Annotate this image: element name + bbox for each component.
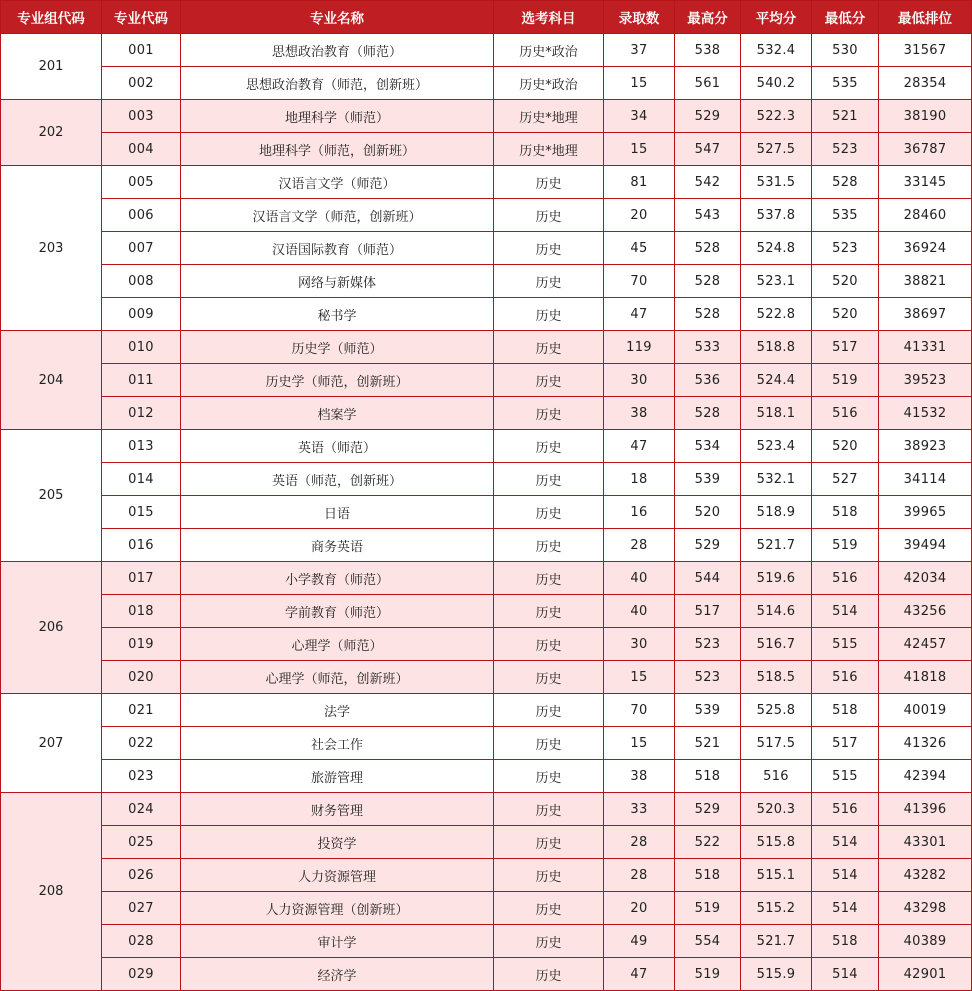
avg-score-cell: 515.8 [741, 826, 812, 859]
avg-score-cell: 518.8 [741, 331, 812, 364]
admitted-cell: 20 [604, 199, 675, 232]
table-row [1, 331, 972, 364]
table-row [1, 496, 972, 529]
min-score-cell: 514 [812, 892, 879, 925]
min-score-cell: 535 [812, 199, 879, 232]
subjects-cell: 历史 [494, 628, 604, 661]
max-score-cell: 542 [675, 166, 741, 199]
subjects-cell: 历史 [494, 430, 604, 463]
major-name-cell: 秘书学 [181, 298, 494, 331]
table-row [1, 562, 972, 595]
major-name-cell: 档案学 [181, 397, 494, 430]
group-code-cell: 207 [1, 694, 102, 793]
table-row [1, 265, 972, 298]
major-name-cell: 商务英语 [181, 529, 494, 562]
avg-score-cell: 515.1 [741, 859, 812, 892]
major-code-cell: 025 [102, 826, 181, 859]
avg-score-cell: 517.5 [741, 727, 812, 760]
max-score-cell: 519 [675, 892, 741, 925]
min-rank-cell: 28460 [879, 199, 972, 232]
table-row [1, 364, 972, 397]
major-name-cell: 人力资源管理（创新班） [181, 892, 494, 925]
min-rank-cell: 38923 [879, 430, 972, 463]
max-score-cell: 554 [675, 925, 741, 958]
group-code-cell: 205 [1, 430, 102, 562]
subjects-cell: 历史 [494, 562, 604, 595]
min-rank-cell: 42901 [879, 958, 972, 991]
major-code-cell: 012 [102, 397, 181, 430]
group-code-cell: 203 [1, 166, 102, 331]
avg-score-cell: 520.3 [741, 793, 812, 826]
major-code-cell: 018 [102, 595, 181, 628]
min-rank-cell: 40019 [879, 694, 972, 727]
major-name-cell: 心理学（师范，创新班） [181, 661, 494, 694]
max-score-cell: 543 [675, 199, 741, 232]
avg-score-cell: 521.7 [741, 925, 812, 958]
subjects-cell: 历史 [494, 826, 604, 859]
min-rank-cell: 39494 [879, 529, 972, 562]
subjects-cell: 历史 [494, 364, 604, 397]
major-code-cell: 024 [102, 793, 181, 826]
header-group-code: 专业组代码 [1, 1, 102, 34]
major-code-cell: 001 [102, 34, 181, 67]
min-score-cell: 519 [812, 529, 879, 562]
admitted-cell: 45 [604, 232, 675, 265]
major-name-cell: 汉语言文学（师范） [181, 166, 494, 199]
max-score-cell: 539 [675, 694, 741, 727]
admitted-cell: 16 [604, 496, 675, 529]
avg-score-cell: 540.2 [741, 67, 812, 100]
admitted-cell: 15 [604, 727, 675, 760]
major-code-cell: 006 [102, 199, 181, 232]
min-score-cell: 520 [812, 298, 879, 331]
avg-score-cell: 515.9 [741, 958, 812, 991]
major-name-cell: 学前教育（师范） [181, 595, 494, 628]
min-rank-cell: 42457 [879, 628, 972, 661]
table-row [1, 232, 972, 265]
major-name-cell: 历史学（师范，创新班） [181, 364, 494, 397]
max-score-cell: 518 [675, 859, 741, 892]
admitted-cell: 119 [604, 331, 675, 364]
avg-score-cell: 525.8 [741, 694, 812, 727]
min-rank-cell: 43298 [879, 892, 972, 925]
admitted-cell: 40 [604, 595, 675, 628]
major-code-cell: 015 [102, 496, 181, 529]
major-name-cell: 审计学 [181, 925, 494, 958]
admitted-cell: 28 [604, 826, 675, 859]
table-row [1, 100, 972, 133]
major-name-cell: 汉语国际教育（师范） [181, 232, 494, 265]
avg-score-cell: 522.8 [741, 298, 812, 331]
major-name-cell: 思想政治教育（师范） [181, 34, 494, 67]
avg-score-cell: 537.8 [741, 199, 812, 232]
max-score-cell: 529 [675, 100, 741, 133]
major-name-cell: 英语（师范，创新班） [181, 463, 494, 496]
table-row [1, 199, 972, 232]
min-rank-cell: 36924 [879, 232, 972, 265]
subjects-cell: 历史 [494, 760, 604, 793]
min-rank-cell: 43301 [879, 826, 972, 859]
min-rank-cell: 40389 [879, 925, 972, 958]
avg-score-cell: 524.8 [741, 232, 812, 265]
min-score-cell: 535 [812, 67, 879, 100]
min-score-cell: 516 [812, 661, 879, 694]
admitted-cell: 70 [604, 694, 675, 727]
header-max-score: 最高分 [675, 1, 741, 34]
min-score-cell: 521 [812, 100, 879, 133]
subjects-cell: 历史 [494, 166, 604, 199]
major-name-cell: 网络与新媒体 [181, 265, 494, 298]
subjects-cell: 历史*政治 [494, 67, 604, 100]
table-row [1, 463, 972, 496]
header-min-rank: 最低排位 [879, 1, 972, 34]
major-name-cell: 地理科学（师范） [181, 100, 494, 133]
min-rank-cell: 39523 [879, 364, 972, 397]
subjects-cell: 历史 [494, 859, 604, 892]
min-rank-cell: 38190 [879, 100, 972, 133]
major-code-cell: 029 [102, 958, 181, 991]
table-row [1, 925, 972, 958]
admitted-cell: 30 [604, 364, 675, 397]
group-code-cell: 201 [1, 34, 102, 100]
major-code-cell: 017 [102, 562, 181, 595]
admitted-cell: 70 [604, 265, 675, 298]
admitted-cell: 28 [604, 529, 675, 562]
admitted-cell: 47 [604, 298, 675, 331]
admitted-cell: 15 [604, 661, 675, 694]
major-code-cell: 009 [102, 298, 181, 331]
table-row [1, 529, 972, 562]
min-score-cell: 518 [812, 694, 879, 727]
major-name-cell: 法学 [181, 694, 494, 727]
table-row [1, 34, 972, 67]
major-code-cell: 013 [102, 430, 181, 463]
avg-score-cell: 521.7 [741, 529, 812, 562]
header-major-name: 专业名称 [181, 1, 494, 34]
table-row [1, 595, 972, 628]
admitted-cell: 49 [604, 925, 675, 958]
table-row [1, 628, 972, 661]
min-rank-cell: 28354 [879, 67, 972, 100]
max-score-cell: 539 [675, 463, 741, 496]
subjects-cell: 历史*政治 [494, 34, 604, 67]
max-score-cell: 534 [675, 430, 741, 463]
min-rank-cell: 43256 [879, 595, 972, 628]
max-score-cell: 528 [675, 232, 741, 265]
table-row [1, 661, 972, 694]
min-score-cell: 523 [812, 232, 879, 265]
avg-score-cell: 522.3 [741, 100, 812, 133]
min-rank-cell: 36787 [879, 133, 972, 166]
admitted-cell: 28 [604, 859, 675, 892]
max-score-cell: 521 [675, 727, 741, 760]
subjects-cell: 历史 [494, 793, 604, 826]
major-code-cell: 010 [102, 331, 181, 364]
subjects-cell: 历史 [494, 265, 604, 298]
group-code-cell: 208 [1, 793, 102, 991]
major-name-cell: 经济学 [181, 958, 494, 991]
admitted-cell: 40 [604, 562, 675, 595]
table-row [1, 67, 972, 100]
min-score-cell: 517 [812, 727, 879, 760]
max-score-cell: 523 [675, 661, 741, 694]
max-score-cell: 520 [675, 496, 741, 529]
subjects-cell: 历史 [494, 199, 604, 232]
min-rank-cell: 39965 [879, 496, 972, 529]
major-code-cell: 026 [102, 859, 181, 892]
admitted-cell: 34 [604, 100, 675, 133]
major-name-cell: 日语 [181, 496, 494, 529]
min-rank-cell: 41331 [879, 331, 972, 364]
max-score-cell: 517 [675, 595, 741, 628]
admitted-cell: 15 [604, 133, 675, 166]
header-major-code: 专业代码 [102, 1, 181, 34]
min-rank-cell: 34114 [879, 463, 972, 496]
avg-score-cell: 516 [741, 760, 812, 793]
max-score-cell: 528 [675, 397, 741, 430]
min-score-cell: 528 [812, 166, 879, 199]
major-code-cell: 011 [102, 364, 181, 397]
admitted-cell: 33 [604, 793, 675, 826]
major-code-cell: 022 [102, 727, 181, 760]
table-body [1, 34, 972, 991]
max-score-cell: 547 [675, 133, 741, 166]
max-score-cell: 528 [675, 265, 741, 298]
min-rank-cell: 43282 [879, 859, 972, 892]
avg-score-cell: 514.6 [741, 595, 812, 628]
admitted-cell: 38 [604, 760, 675, 793]
min-score-cell: 514 [812, 826, 879, 859]
major-name-cell: 心理学（师范） [181, 628, 494, 661]
major-name-cell: 汉语言文学（师范，创新班） [181, 199, 494, 232]
major-code-cell: 021 [102, 694, 181, 727]
avg-score-cell: 531.5 [741, 166, 812, 199]
table-row [1, 133, 972, 166]
avg-score-cell: 518.5 [741, 661, 812, 694]
subjects-cell: 历史 [494, 298, 604, 331]
table-row [1, 430, 972, 463]
major-name-cell: 财务管理 [181, 793, 494, 826]
admitted-cell: 20 [604, 892, 675, 925]
avg-score-cell: 515.2 [741, 892, 812, 925]
subjects-cell: 历史 [494, 892, 604, 925]
avg-score-cell: 523.4 [741, 430, 812, 463]
min-score-cell: 516 [812, 562, 879, 595]
avg-score-cell: 524.4 [741, 364, 812, 397]
admitted-cell: 37 [604, 34, 675, 67]
major-name-cell: 英语（师范） [181, 430, 494, 463]
avg-score-cell: 532.4 [741, 34, 812, 67]
major-name-cell: 小学教育（师范） [181, 562, 494, 595]
table-row [1, 958, 972, 991]
min-score-cell: 516 [812, 397, 879, 430]
avg-score-cell: 532.1 [741, 463, 812, 496]
subjects-cell: 历史 [494, 496, 604, 529]
table-row [1, 397, 972, 430]
major-code-cell: 008 [102, 265, 181, 298]
min-score-cell: 514 [812, 859, 879, 892]
subjects-cell: 历史 [494, 958, 604, 991]
major-code-cell: 016 [102, 529, 181, 562]
major-name-cell: 投资学 [181, 826, 494, 859]
max-score-cell: 528 [675, 298, 741, 331]
header-subjects: 选考科目 [494, 1, 604, 34]
table-row [1, 793, 972, 826]
subjects-cell: 历史 [494, 694, 604, 727]
avg-score-cell: 518.9 [741, 496, 812, 529]
major-code-cell: 002 [102, 67, 181, 100]
major-code-cell: 004 [102, 133, 181, 166]
major-code-cell: 028 [102, 925, 181, 958]
admitted-cell: 30 [604, 628, 675, 661]
min-score-cell: 514 [812, 958, 879, 991]
header-admitted: 录取数 [604, 1, 675, 34]
subjects-cell: 历史 [494, 925, 604, 958]
max-score-cell: 544 [675, 562, 741, 595]
avg-score-cell: 523.1 [741, 265, 812, 298]
group-code-cell: 202 [1, 100, 102, 166]
min-score-cell: 527 [812, 463, 879, 496]
table-row [1, 298, 972, 331]
admitted-cell: 47 [604, 958, 675, 991]
major-code-cell: 027 [102, 892, 181, 925]
max-score-cell: 523 [675, 628, 741, 661]
table-row [1, 826, 972, 859]
major-code-cell: 005 [102, 166, 181, 199]
max-score-cell: 518 [675, 760, 741, 793]
subjects-cell: 历史*地理 [494, 100, 604, 133]
avg-score-cell: 519.6 [741, 562, 812, 595]
min-rank-cell: 33145 [879, 166, 972, 199]
min-rank-cell: 38697 [879, 298, 972, 331]
admitted-cell: 18 [604, 463, 675, 496]
min-rank-cell: 41396 [879, 793, 972, 826]
min-score-cell: 520 [812, 430, 879, 463]
max-score-cell: 529 [675, 793, 741, 826]
subjects-cell: 历史 [494, 529, 604, 562]
min-rank-cell: 41532 [879, 397, 972, 430]
table-row [1, 859, 972, 892]
avg-score-cell: 516.7 [741, 628, 812, 661]
table-row [1, 760, 972, 793]
major-name-cell: 旅游管理 [181, 760, 494, 793]
major-name-cell: 思想政治教育（师范，创新班） [181, 67, 494, 100]
min-rank-cell: 38821 [879, 265, 972, 298]
subjects-cell: 历史 [494, 397, 604, 430]
max-score-cell: 533 [675, 331, 741, 364]
admitted-cell: 81 [604, 166, 675, 199]
min-score-cell: 515 [812, 760, 879, 793]
major-code-cell: 023 [102, 760, 181, 793]
max-score-cell: 522 [675, 826, 741, 859]
subjects-cell: 历史 [494, 232, 604, 265]
subjects-cell: 历史 [494, 661, 604, 694]
min-score-cell: 519 [812, 364, 879, 397]
header-row [1, 1, 972, 34]
min-rank-cell: 42034 [879, 562, 972, 595]
subjects-cell: 历史*地理 [494, 133, 604, 166]
major-code-cell: 007 [102, 232, 181, 265]
table-row [1, 694, 972, 727]
min-score-cell: 514 [812, 595, 879, 628]
major-code-cell: 020 [102, 661, 181, 694]
min-score-cell: 523 [812, 133, 879, 166]
major-name-cell: 地理科学（师范，创新班） [181, 133, 494, 166]
min-rank-cell: 42394 [879, 760, 972, 793]
admitted-cell: 38 [604, 397, 675, 430]
table-row [1, 166, 972, 199]
min-rank-cell: 41818 [879, 661, 972, 694]
header-avg-score: 平均分 [741, 1, 812, 34]
max-score-cell: 536 [675, 364, 741, 397]
admitted-cell: 47 [604, 430, 675, 463]
avg-score-cell: 527.5 [741, 133, 812, 166]
min-rank-cell: 41326 [879, 727, 972, 760]
subjects-cell: 历史 [494, 727, 604, 760]
header-min-score: 最低分 [812, 1, 879, 34]
table-row [1, 892, 972, 925]
max-score-cell: 529 [675, 529, 741, 562]
min-score-cell: 518 [812, 496, 879, 529]
min-score-cell: 517 [812, 331, 879, 364]
admitted-cell: 15 [604, 67, 675, 100]
major-code-cell: 019 [102, 628, 181, 661]
min-rank-cell: 31567 [879, 34, 972, 67]
major-name-cell: 人力资源管理 [181, 859, 494, 892]
max-score-cell: 519 [675, 958, 741, 991]
min-score-cell: 516 [812, 793, 879, 826]
group-code-cell: 206 [1, 562, 102, 694]
min-score-cell: 520 [812, 265, 879, 298]
min-score-cell: 518 [812, 925, 879, 958]
major-name-cell: 历史学（师范） [181, 331, 494, 364]
avg-score-cell: 518.1 [741, 397, 812, 430]
min-score-cell: 515 [812, 628, 879, 661]
subjects-cell: 历史 [494, 463, 604, 496]
major-name-cell: 社会工作 [181, 727, 494, 760]
table-row [1, 727, 972, 760]
group-code-cell: 204 [1, 331, 102, 430]
major-code-cell: 003 [102, 100, 181, 133]
min-score-cell: 530 [812, 34, 879, 67]
major-code-cell: 014 [102, 463, 181, 496]
subjects-cell: 历史 [494, 331, 604, 364]
max-score-cell: 538 [675, 34, 741, 67]
max-score-cell: 561 [675, 67, 741, 100]
subjects-cell: 历史 [494, 595, 604, 628]
